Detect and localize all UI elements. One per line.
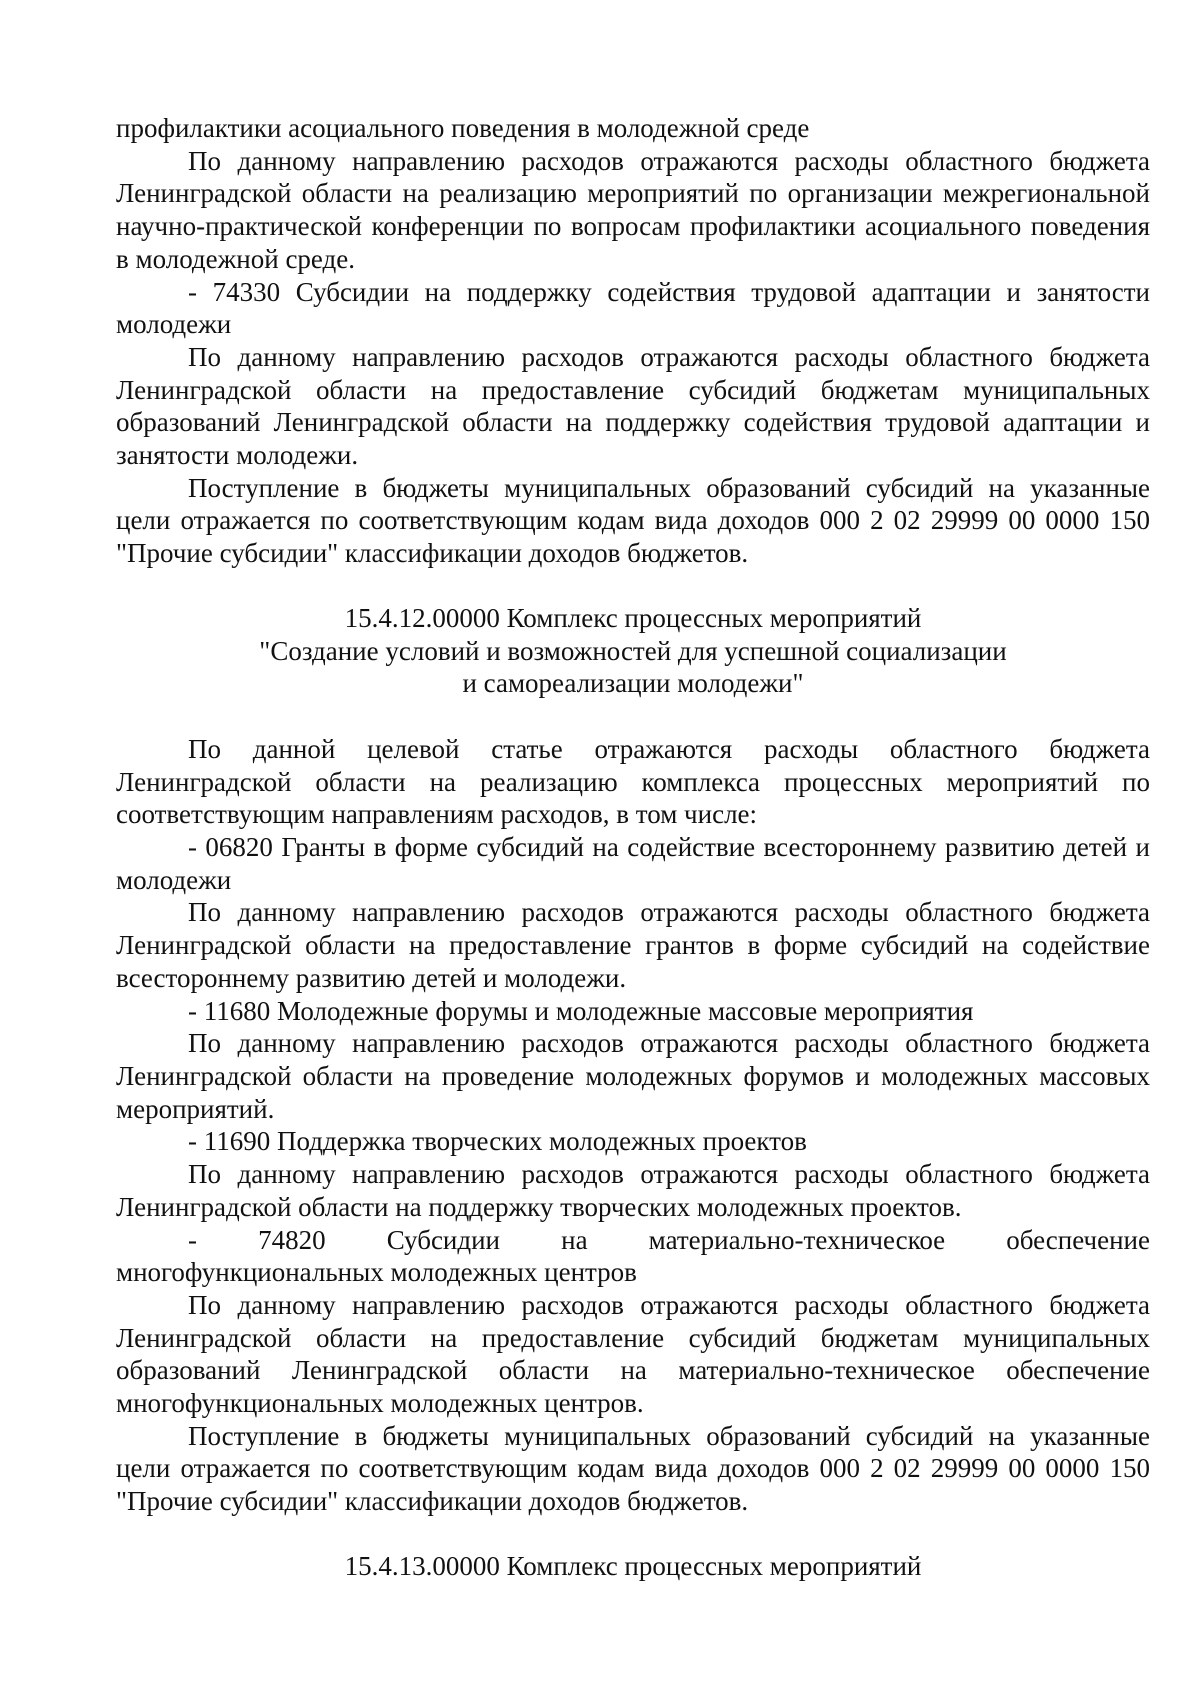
paragraph-code-11680: - 11680 Молодежные форумы и молодежные массовые мероприятия <box>188 995 974 1026</box>
spacer <box>116 700 1150 733</box>
section-heading-line: 15.4.13.00000 Комплекс процессных мероприятий <box>344 1550 922 1581</box>
paragraph-target-article: По данной целевой статье отражаются расходы областного бюджета Ленинградской области на реализацию комплекса процессных мероприятий по соответствующим направлениям расходов, в том числе: <box>116 733 1150 830</box>
section-heading-line: 15.4.12.00000 Комплекс процессных мероприятий <box>344 602 922 633</box>
paragraph-code-74330: - 74330 Субсидии на поддержку содействия трудовой адаптации и занятости молодежи <box>116 276 1150 340</box>
spacer <box>116 1518 1150 1550</box>
paragraph-revenue-note: Поступление в бюджеты муниципальных образований субсидий на указанные цели отражается по соответствующим кодам вида доходов 000 2 02 29999 00 0000 150 "Прочие субсидии" классификации доходов бюджетов. <box>116 472 1150 569</box>
paragraph-direction-description: По данному направлению расходов отражаются расходы областного бюджета Ленинградской области на предоставление субсидий бюджетам муниципальных образований Ленинградской области на материально-техническое обеспечение многофункциональных молодежных центров. <box>116 1289 1150 1419</box>
paragraph-direction-description: По данному направлению расходов отражаются расходы областного бюджета Ленинградской области на проведение молодежных форумов и молодежных массовых мероприятий. <box>116 1028 1150 1124</box>
paragraph-revenue-note: Поступление в бюджеты муниципальных образований субсидий на указанные цели отражается по соответствующим кодам вида доходов 000 2 02 29999 00 0000 150 "Прочие субсидии" классификации доходов бюджетов. <box>116 1420 1150 1517</box>
spacer <box>116 570 1150 602</box>
section-heading-line: "Создание условий и возможностей для успешной социализации <box>259 635 1007 666</box>
paragraph-direction-description: По данному направлению расходов отражаются расходы областного бюджета Ленинградской области на предоставление субсидий бюджетам муниципальных образований Ленинградской области на поддержку содействия трудовой адаптации и занятости молодежи. <box>116 341 1150 471</box>
paragraph-direction-description: По данному направлению расходов отражаются расходы областного бюджета Ленинградской области на предоставление грантов в форме субсидий на содействие всестороннему развитию детей и молодежи. <box>116 897 1150 993</box>
paragraph-direction-description: По данному направлению расходов отражаются расходы областного бюджета Ленинградской области на поддержку творческих молодежных проектов. <box>116 1159 1150 1222</box>
paragraph-code-06820: - 06820 Гранты в форме субсидий на содействие всестороннему развитию детей и молодежи <box>116 832 1150 895</box>
paragraph-code-74820: - 74820 Субсидии на материально-техническое обеспечение многофункциональных молодежных центров <box>116 1224 1150 1288</box>
section-heading-line: и самореализации молодежи" <box>462 668 804 699</box>
document-page <box>116 112 1150 1583</box>
paragraph-code-11690: - 11690 Поддержка творческих молодежных проектов <box>188 1126 807 1157</box>
paragraph-direction-description: По данному направлению расходов отражаются расходы областного бюджета Ленинградской области на реализацию мероприятий по организации межрегиональной научно-практической конференции по вопросам профилактики асоциального поведения в молодежной среде. <box>116 145 1150 274</box>
paragraph-continuation: профилактики асоциального поведения в молодежной среде <box>116 113 810 143</box>
section-heading <box>116 602 1150 700</box>
